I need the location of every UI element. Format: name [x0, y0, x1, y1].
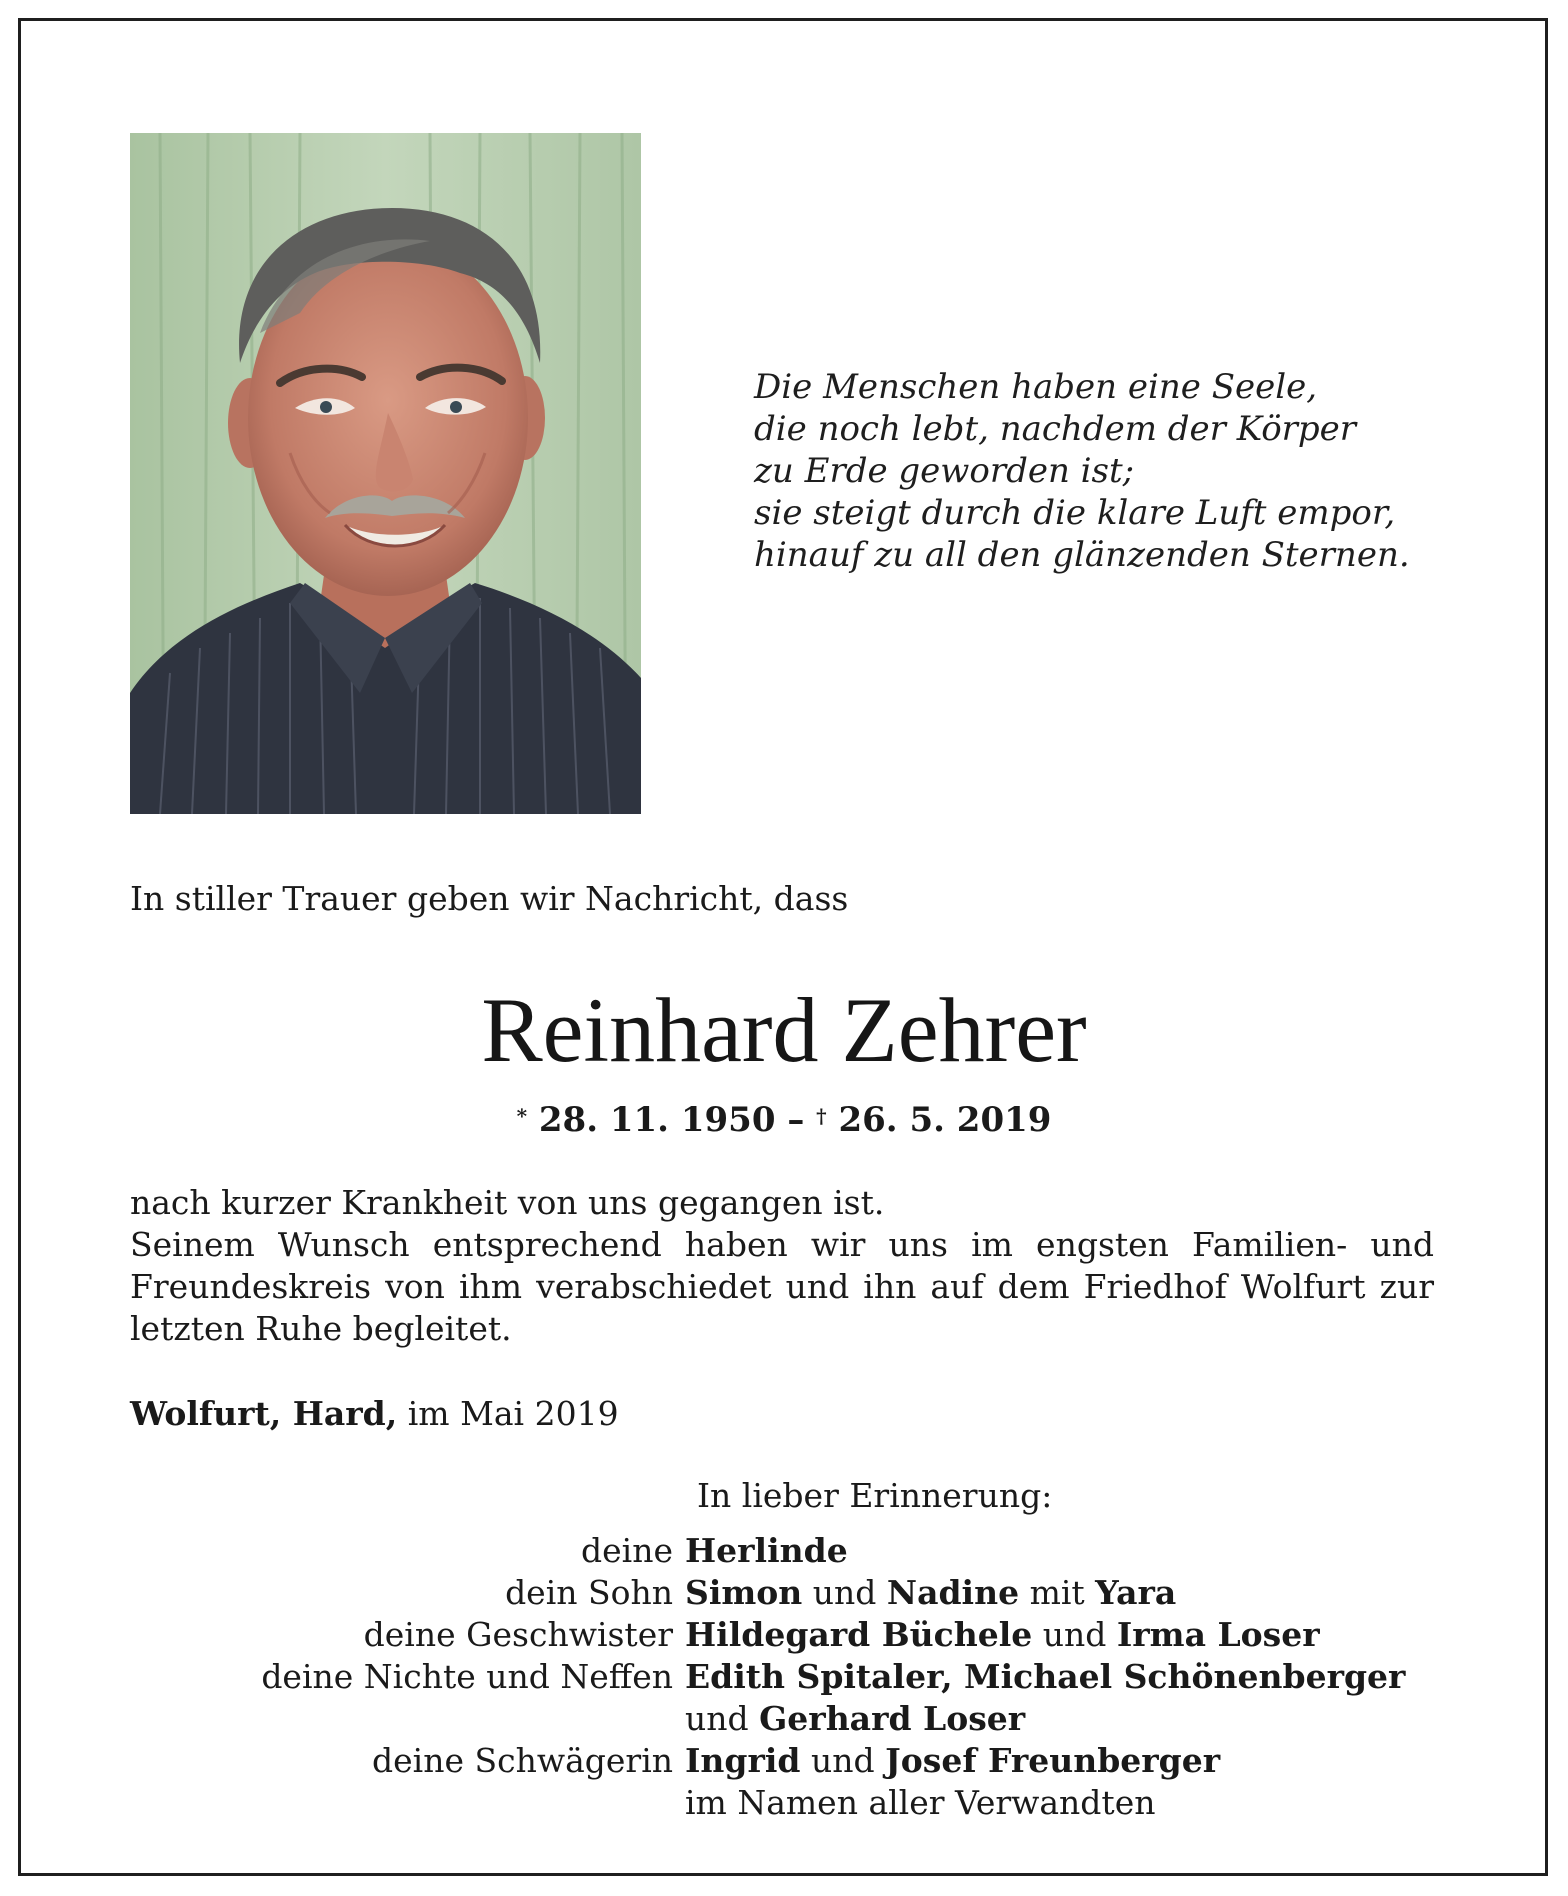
portrait-photo-illustration — [130, 133, 641, 814]
mourner-name: Edith Spitaler, Michael Schönenberger — [685, 1657, 1406, 1696]
place-and-date — [130, 1393, 619, 1435]
life-dates — [0, 1096, 1568, 1144]
mourner-connector: und — [1032, 1615, 1117, 1654]
mourner-names — [685, 1782, 1155, 1824]
mourner-names — [685, 1656, 1405, 1698]
poem-line: Die Menschen haben eine Seele, — [754, 367, 1318, 407]
mourner-names — [685, 1740, 1220, 1782]
mourner-row — [130, 1614, 1460, 1656]
mourner-row — [130, 1782, 1460, 1824]
memorial-poem — [754, 366, 1434, 576]
mourner-names — [685, 1530, 848, 1572]
birth-symbol: * — [516, 1104, 528, 1128]
poem-line: die noch lebt, nachdem der Körper — [754, 409, 1357, 449]
mourner-name: Hildegard Büchele — [685, 1615, 1033, 1654]
date-separator: – — [787, 1100, 805, 1140]
poem-line: sie steigt durch die klare Luft empor, — [754, 493, 1396, 533]
mourner-relation: deine — [581, 1531, 673, 1570]
mourner-connector: im Namen aller Verwandten — [685, 1783, 1156, 1822]
mourner-connector: mit — [1019, 1573, 1096, 1612]
mourner-relation — [130, 1782, 685, 1824]
poem-line: hinauf zu all den glänzenden Sternen. — [754, 535, 1410, 575]
death-symbol: † — [816, 1104, 827, 1128]
mourner-connector: und — [800, 1741, 886, 1780]
body-paragraph: Seinem Wunsch entsprechend haben wir uns im engsten Familien- und Freundeskreis von ihm verabschiedet und ihn auf dem Friedhof Wolfurt zur letzten Ruhe begleitet. — [130, 1225, 1434, 1348]
mourner-name: Yara — [1095, 1573, 1177, 1612]
mourner-name: Nadine — [886, 1573, 1020, 1612]
deceased-name: Reinhard Zehrer — [481, 979, 1087, 1081]
mourner-row — [130, 1530, 1460, 1572]
mourner-connector: und — [802, 1573, 887, 1612]
poem-line: zu Erde geworden ist; — [754, 451, 1135, 491]
announcement-intro: In stiller Trauer geben wir Nachricht, dass — [130, 879, 849, 918]
announcement-body — [130, 1182, 1434, 1350]
mourner-row — [130, 1698, 1460, 1740]
mourner-name: Josef Freunberger — [885, 1741, 1221, 1780]
mourner-relation: deine Nichte und Neffen — [261, 1657, 673, 1696]
mourner-names — [685, 1614, 1320, 1656]
place-date: im Mai 2019 — [407, 1394, 619, 1433]
mourner-names — [685, 1572, 1176, 1614]
mourner-relation: deine Geschwister — [363, 1615, 673, 1654]
mourner-names — [685, 1698, 1025, 1740]
mourner-relation — [130, 1698, 685, 1740]
portrait-photo — [130, 133, 641, 814]
mourners-list — [130, 1530, 1460, 1824]
mourner-row — [130, 1740, 1460, 1782]
mourner-name: Simon — [685, 1573, 803, 1612]
body-first-line: nach kurzer Krankheit von uns gegangen ist. — [130, 1183, 885, 1222]
mourner-name: Herlinde — [685, 1531, 848, 1570]
mourner-row — [130, 1572, 1460, 1614]
memory-heading: In lieber Erinnerung: — [697, 1476, 1053, 1515]
mourner-name: Ingrid — [685, 1741, 801, 1780]
mourner-row — [130, 1656, 1460, 1698]
mourner-relation: deine Schwägerin — [372, 1741, 673, 1780]
mourner-name: Irma Loser — [1116, 1615, 1320, 1654]
mourner-name: Gerhard Loser — [759, 1699, 1026, 1738]
mourner-relation: dein Sohn — [505, 1573, 673, 1612]
death-date: 26. 5. 2019 — [838, 1100, 1052, 1140]
mourner-connector: und — [685, 1699, 760, 1738]
birth-date: 28. 11. 1950 — [538, 1100, 776, 1140]
place-locations: Wolfurt, Hard, — [130, 1394, 398, 1433]
